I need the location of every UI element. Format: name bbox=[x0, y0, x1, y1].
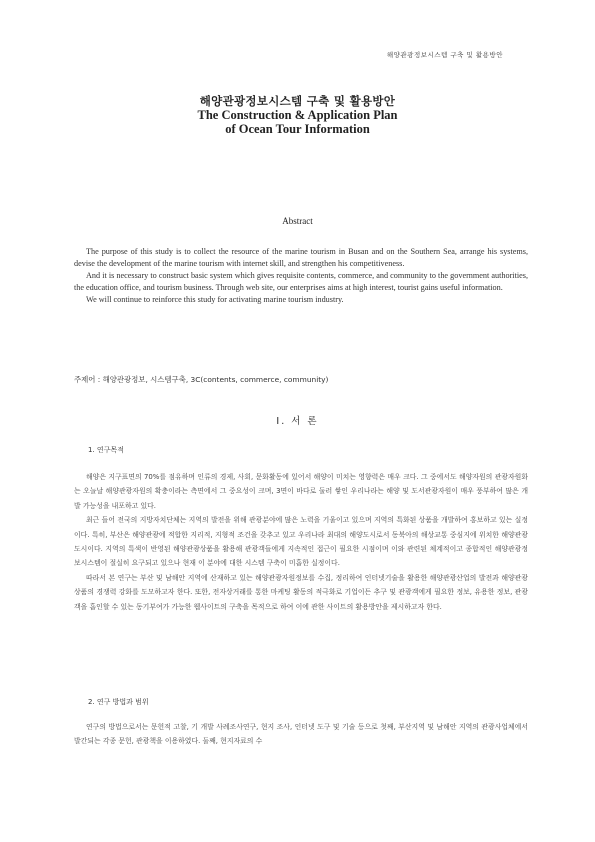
abstract-heading: Abstract bbox=[282, 216, 313, 226]
abstract-paragraph: The purpose of this study is to collect the resource of the marine tourism in Busan and on the Southern Sea, arrange his systems, devise the development of the marine tourism with internet skill, and strengthen his competitiveness. bbox=[74, 247, 528, 268]
abstract-paragraph: And it is necessary to construct basic system which gives requisite contents, commerce, and community to the government authorities, the education office, and tourism business. Through web site, our enterprises aims at high interest, tourist gains useful information. bbox=[74, 271, 528, 292]
body-paragraph: 연구의 방법으로서는 문헌적 고찰, 기 개발 사례조사연구, 현지 조사, 인터넷 도구 및 기술 등으로 첫째, 부산지역 및 남해안 지역의 관광사업체에서 발간되는 각종 문헌, 관광책을 이용하였다. 둘째, 현지자료의 수 bbox=[74, 723, 528, 746]
keywords: 주제어 : 해양관광정보, 시스템구축, 3C(contents, commerce, community) bbox=[74, 375, 329, 384]
section-title: Ⅰ. 서 론 bbox=[276, 416, 319, 427]
title-korean: 해양관광정보시스템 구축 및 활용방안 bbox=[199, 94, 396, 108]
subsection-heading-1: 1. 연구목적 bbox=[88, 446, 124, 454]
subsection-body-1 bbox=[74, 470, 528, 614]
abstract-paragraph: We will continue to reinforce this study for activating marine tourism industry. bbox=[86, 295, 344, 304]
subsection-body-2 bbox=[74, 720, 528, 749]
body-paragraph: 최근 들어 전국의 지방자치단체는 지역의 발전을 위해 관광분야에 많은 노력을 기울이고 있으며 지역의 특화된 상품을 개발하여 홍보하고 있는 실정이다. 특히, 부산은 해양관광에 적합한 지리적, 지형적 조건을 갖추고 있고 우리나라 최대의 해양도시로서 동북아의 해상교통 중심지에 위치한 해양관광도시이다. 지역의 특색이 반영된 해양관광상품을 활용해 관광객들에게 지속적인 접근이 필요한 시점이며 이와 관련된 체계적이고 종합적인 해양관광정보시스템이 절실히 요구되고 있으나 현재 이 분야에 대한 시스템 구축이 미흡한 실정이다. bbox=[74, 516, 528, 568]
title-english-line2: of Ocean Tour Information bbox=[225, 121, 370, 136]
subsection-heading-2: 2. 연구 방법과 범위 bbox=[88, 698, 149, 706]
paper-title bbox=[0, 94, 595, 136]
running-header: 해양관광정보시스템 구축 및 활용방안 bbox=[386, 51, 503, 59]
title-english-line1: The Construction & Application Plan bbox=[197, 108, 398, 122]
body-paragraph: 따라서 본 연구는 부산 및 남해안 지역에 산재하고 있는 해양관광자원정보를 수집, 정리하여 인터넷기술을 활용한 해양관광산업의 발전과 해양관광상품의 경쟁력 강화를 도모하고자 한다. 또한, 전자상거래를 통한 마케팅 활동의 적극화로 기업이든 추구 및 관광객에게 필요한 정보, 유용한 정보, 관광객을 흡인할 수 있는 동기부여가 가능한 웹사이트의 구축을 목적으로 하여 이에 관한 사이트의 활용방안을 제시하고자 한다. bbox=[74, 573, 528, 611]
abstract-body bbox=[74, 246, 528, 306]
body-paragraph: 해양은 지구표면의 70%를 점유하며 인류의 경제, 사회, 문화활동에 있어서 해양이 미치는 영향력은 매우 크다. 그 중에서도 해양자원의 관광자원화는 오늘날 해양관광자원의 확충이라는 측면에서 그 중요성이 크며, 3면이 바다로 둘러 쌓인 우리나라는 해양 및 도서관광자원이 매우 풍부하여 많은 개발 가능성을 내포하고 있다. bbox=[74, 473, 528, 510]
